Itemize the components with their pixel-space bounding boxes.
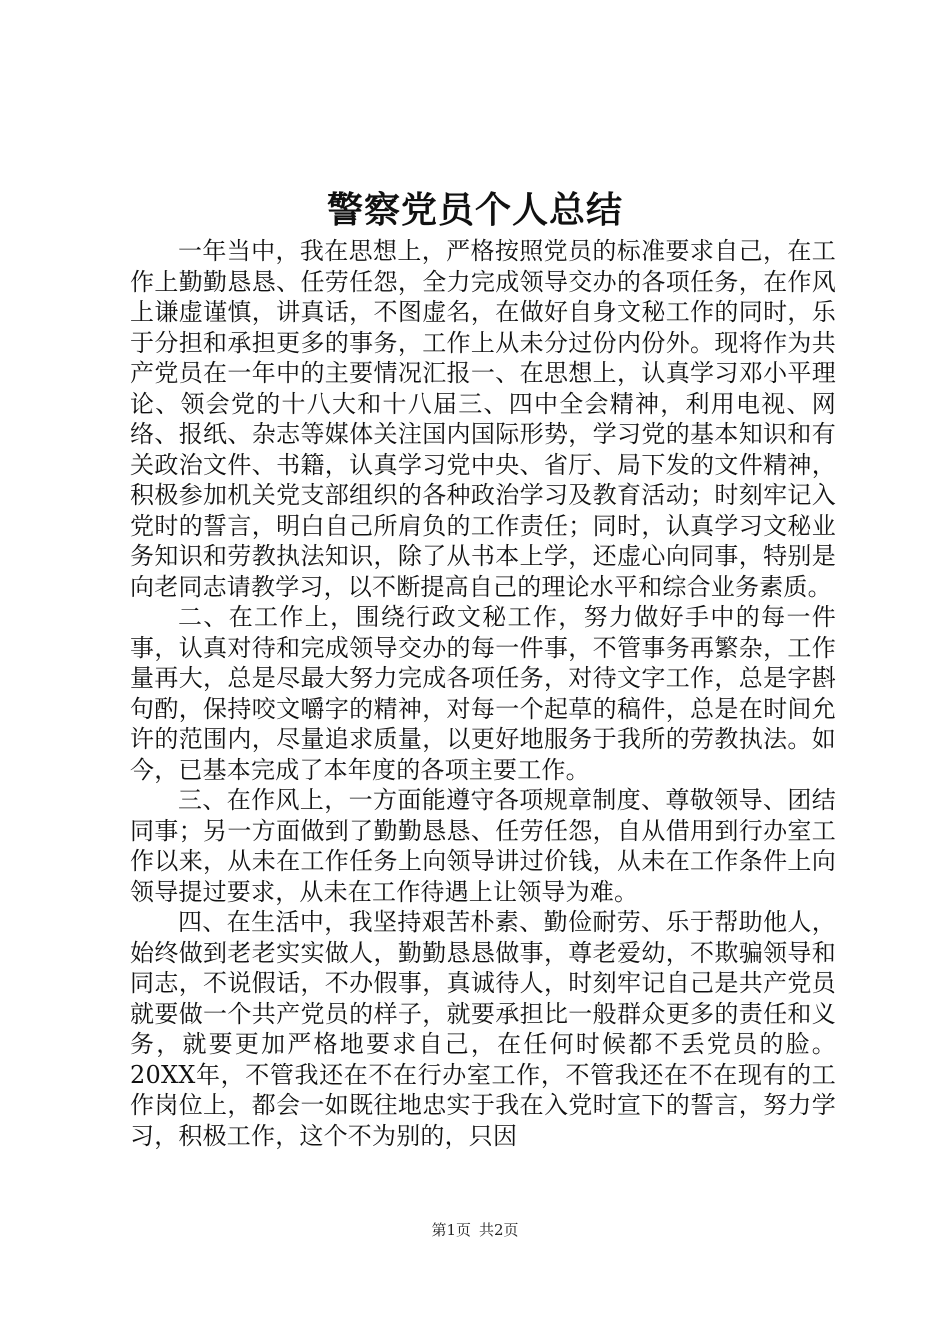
page-number-total: 共2页	[479, 1221, 519, 1239]
document-body	[130, 236, 836, 1151]
paragraph-4: 四、在生活中，我坚持艰苦朴素、勤俭耐劳、乐于帮助他人，始终做到老老实实做人，勤勤恳恳做事，尊老爱幼，不欺骗领导和同志，不说假话，不办假事，真诚待人，时刻牢记自己是共产党员就要做一个共产党员的样子，就要承担比一般群众更多的责任和义务，就要更加严格地要求自己，在任何时候都不丢党员的脸。20XX年，不管我还在不在行办室工作，不管我还在不在现有的工作岗位上，都会一如既往地忠实于我在入党时宣下的誓言，努力学习，积极工作，这个不为别的，只因	[130, 908, 836, 1150]
paragraph-2: 二、在工作上，围绕行政文秘工作，努力做好手中的每一件事，认真对待和完成领导交办的每一件事，不管事务再繁杂，工作量再大，总是尽最大努力完成各项任务，对待文字工作，总是字斟句酌，保持咬文嚼字的精神，对每一个起草的稿件，总是在时间允许的范围内，尽量追求质量，以更好地服务于我所的劳教执法。如今，已基本完成了本年度的各项主要工作。	[130, 603, 836, 784]
paragraph-3: 三、在作风上，一方面能遵守各项规章制度、尊敬领导、团结同事；另一方面做到了勤勤恳恳、任劳任怨，自从借用到行办室工作以来，从未在工作任务上向领导讲过价钱，从未在工作条件上向领导提过要求，从未在工作待遇上让领导为难。	[130, 786, 836, 906]
document-title: 警察党员个人总结	[326, 189, 623, 231]
page-number-current: 第1页	[431, 1221, 471, 1239]
paragraph-1: 一年当中，我在思想上，严格按照党员的标准要求自己，在工作上勤勤恳恳、任劳任怨，全力完成领导交办的各项任务，在作风上谦虚谨慎，讲真话，不图虚名，在做好自身文秘工作的同时，乐于分担和承担更多的事务，工作上从未分过份内份外。现将作为共产党员在一年中的主要情况汇报一、在思想上，认真学习邓小平理论、领会党的十八大和十八届三、四中全会精神，利用电视、网络、报纸、杂志等媒体关注国内国际形势，学习党的基本知识和有关政治文件、书籍，认真学习党中央、省厅、局下发的文件精神，积极参加机关党支部组织的各种政治学习及教育活动；时刻牢记入党时的誓言，明白自己所肩负的工作责任；同时，认真学习文秘业务知识和劳教执法知识，除了从书本上学，还虚心向同事，特别是向老同志请教学习，以不断提高自己的理论水平和综合业务素质。	[130, 237, 836, 601]
page-footer	[0, 1219, 950, 1241]
